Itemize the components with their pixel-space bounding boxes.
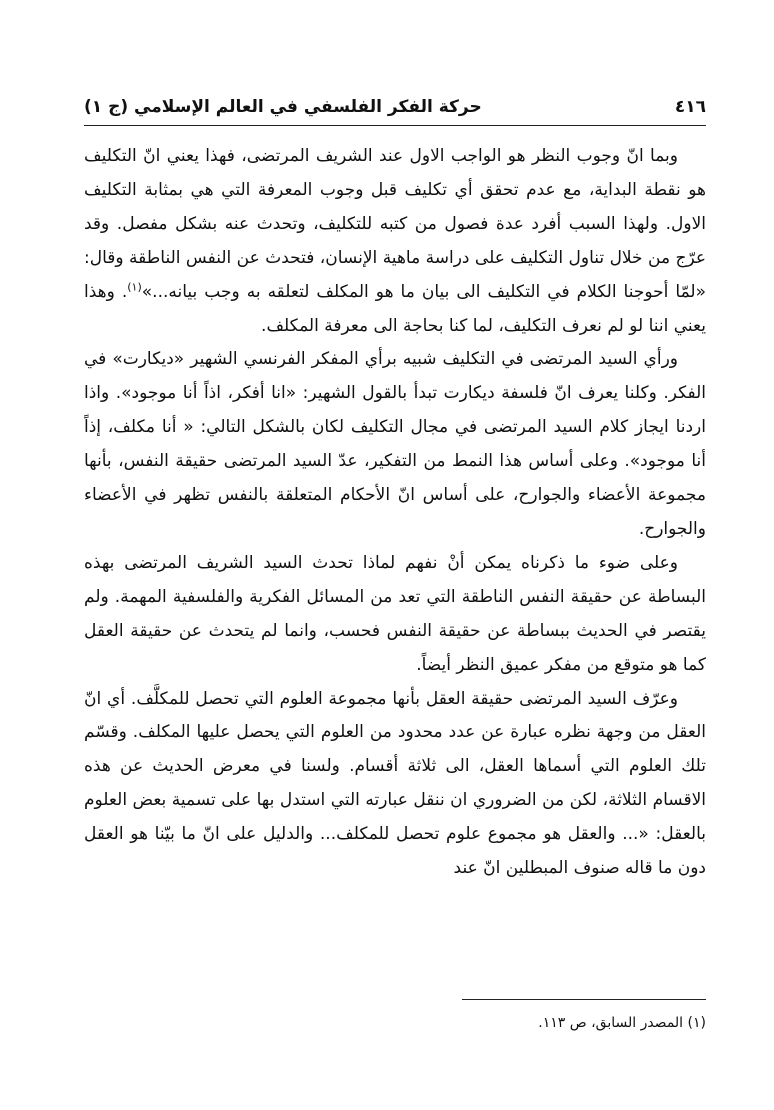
running-title: حركة الفكر الفلسفي في العالم الإسلامي (ج ١) xyxy=(84,97,482,117)
paragraph: وعرّف السيد المرتضى حقيقة العقل بأنها مجموعة العلوم التي تحصل للمكلَّف. أي انّ العقل من وجهة نظره عبارة عن عدد محدود من العلوم التي يحصل عليها المكلف. وقسّم تلك العلوم التي أسماها العقل، الى ثلاثة أقسام. ولسنا في معرض الحديث عن هذه الاقسام الثلاثة، لكن من الضروري ان ننقل عبارته التي استدل بها على تسمية بعض العلوم بالعقل: «... والعقل هو مجموع علوم تحصل للمكلف... والدليل على انّ ما بيّنا هو العقل دون ما قاله صنوف المبطلين انّ عند xyxy=(84,688,706,879)
footnote-rule xyxy=(462,999,706,1000)
page-number: ٤١٦ xyxy=(674,97,706,117)
paragraph-text: وبما انّ وجوب النظر هو الواجب الاول عند الشريف المرتضى، فهذا يعني انّ التكليف هو نقطة البداية، مع عدم تحقق أي تكليف قبل وجوب المعرفة التي هي بمثابة التكليف الاول. ولهذا السبب أفرد عدة فصول من كتبه للتكليف، وتحدث عنه بشكل مفصل. وقد عرّج من خلال تناول التكليف على دراسة ماهية الإنسان، فتحدث عن النفس الناطقة وقال: «لمّا أحوجنا الكلام في التكليف الى بيان ما هو المكلف لتعلقه به وجب بيانه...» xyxy=(84,146,706,302)
paragraph: ورأي السيد المرتضى في التكليف شبيه برأي المفكر الفرنسي الشهير «ديكارت» في الفكر. وكلنا يعرف انّ فلسفة ديكارت تبدأ بالقول الشهير: «انا أفكر، اذاً أنا موجود». واذا اردنا ايجاز كلام السيد المرتضى في مجال التكليف لكان بالشكل التالي: « أنا مكلف، إذاً أنا موجود». وعلى أساس هذا النمط من التفكير، عدّ السيد المرتضى حقيقة النفس، بأنها مجموعة الأعضاء والجوارح، على أساس انّ الأحكام المتعلقة بالنفس تظهر في الأعضاء والجوارح. xyxy=(84,349,706,539)
header-rule xyxy=(84,125,706,126)
body-text xyxy=(84,140,706,886)
paragraph-text-continued: . وهذا يعني اننا لو لم نعرف التكليف، لما كنا بحاجة الى معرفة المكلف. xyxy=(84,281,706,336)
page-header xyxy=(84,92,706,122)
paragraph xyxy=(84,140,706,343)
footnote-reference: (١) xyxy=(127,279,142,293)
footnote: (١) المصدر السابق، ص ١١٣. xyxy=(538,1015,706,1031)
paragraph: وعلى ضوء ما ذكرناه يمكن أنْ نفهم لماذا تحدث السيد الشريف المرتضى بهذه البساطة عن حقيقة النفس الناطقة التي تعد من المسائل الفكرية والفلسفية المهمة. ولم يقتصر في الحديث ببساطة عن حقيقة النفس فحسب، وانما لم يتحدث عن حقيقة العقل كما هو متوقع من مفكر عميق النظر أيضاً. xyxy=(84,552,706,675)
